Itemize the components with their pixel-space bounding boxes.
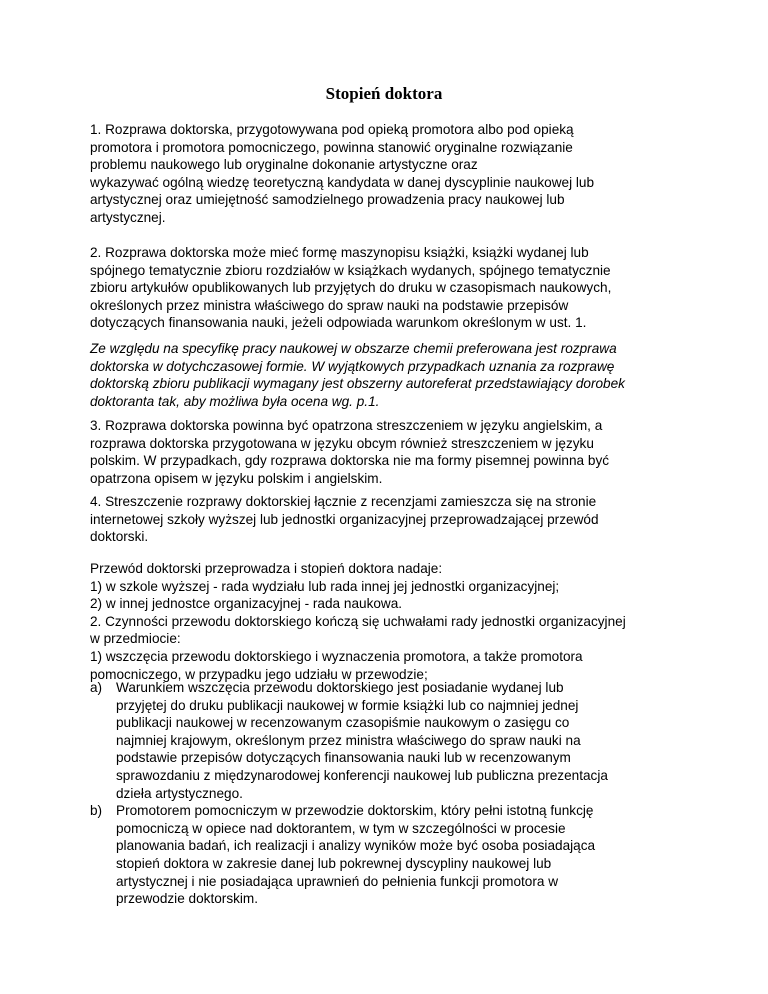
- text-line: rozprawa doktorska przygotowana w języku obcym również streszczeniem w języku: [90, 435, 594, 451]
- text-line: 2. Rozprawa doktorska może mieć formę maszynopisu książki, książki wydanej lub: [90, 245, 589, 260]
- text-line: publikacji naukowej w recenzowanym czasopiśmie naukowym o zasięgu co: [116, 715, 570, 731]
- page-title: Stopień doktora: [325, 84, 443, 103]
- text-line: problemu naukowego lub oryginalne dokonanie artystyczne oraz: [90, 157, 478, 173]
- text-line: dzieła artystycznego.: [116, 785, 243, 801]
- text-line: określonych przez ministra właściwego do spraw nauki na podstawie przepisów: [90, 297, 569, 313]
- text-line: polskim. W przypadkach, gdy rozprawa doktorska nie ma formy pisemnej powinna być: [90, 453, 610, 469]
- text-line: w przedmiocie:: [90, 631, 181, 647]
- text-line: 1) w szkole wyższej - rada wydziału lub rada innej jej jednostki organizacyjnej;: [90, 578, 560, 594]
- text-line: spójnego tematycznie zbioru rozdziałów w książkach wydanych, spójnego tematycznie: [90, 262, 611, 278]
- paragraph-chemistry-note: [90, 340, 700, 410]
- text-line: doktorski.: [90, 529, 149, 545]
- text-line: internetowej szkoły wyższej lub jednostki organizacyjnej przeprowadzającej przewód: [90, 511, 599, 527]
- text-line: sprawozdaniu z międzynarodowej konferencji naukowej lub publiczna prezentacja: [116, 767, 608, 783]
- text-line: 1) wszczęcia przewodu doktorskiego i wyznaczenia promotora, a także promotora: [90, 648, 583, 664]
- lettered-list: [90, 679, 690, 908]
- text-line: Ze względu na specyfikę pracy naukowej w obszarze chemii preferowana jest rozprawa: [90, 341, 617, 356]
- text-line: 1. Rozprawa doktorska, przygotowywana pod opieką promotora albo pod opieką: [90, 122, 574, 137]
- paragraph-1: [90, 121, 700, 227]
- text-line: doktorska w dotychczasowej formie. W wyjątkowych przypadkach uznania za rozprawę: [90, 358, 615, 374]
- paragraph-4: [90, 493, 700, 546]
- text-line: planowania badań, ich realizacji i analizy wyników może być osoba posiadająca: [116, 838, 596, 854]
- paragraph-3: [90, 417, 700, 487]
- paragraph-2: [90, 244, 700, 332]
- text-line: Promotorem pomocniczym w przewodzie doktorskim, który pełni istotną funkcję: [116, 803, 594, 819]
- text-line: opatrzona opisem w języku polskim i angielskim.: [90, 470, 383, 486]
- list-marker: a): [90, 680, 103, 695]
- text-line: najmniej krajowym, określonym przez ministra właściwego do spraw nauki na: [116, 732, 581, 748]
- text-line: promotora i promotora pomocniczego, powinna stanowić oryginalne rozwiązanie: [90, 139, 573, 155]
- text-line: 2) w innej jednostce organizacyjnej - rada naukowa.: [90, 596, 403, 612]
- text-line: pomocniczą w opiece nad doktorantem, w tym w szczególności w procesie: [116, 820, 566, 836]
- text-line: 3. Rozprawa doktorska powinna być opatrzona streszczeniem w języku angielskim, a: [90, 418, 603, 433]
- text-line: przewodzie doktorskim.: [116, 891, 259, 907]
- text-line: Warunkiem wszczęcia przewodu doktorskiego jest posiadanie wydanej lub: [116, 680, 564, 695]
- text-line: przyjętej do druku publikacji naukowej w formie książki lub co najmniej jednej: [116, 697, 579, 713]
- text-line: doktoranta tak, aby możliwa była ocena wg. p.1.: [90, 393, 380, 409]
- text-line: dotyczących finansowania nauki, jeżeli odpowiada warunkom określonym w ust. 1.: [90, 315, 587, 331]
- text-line: artystycznej i nie posiadająca uprawnień do pełnienia funkcji promotora w: [116, 873, 559, 889]
- list-marker: b): [90, 803, 103, 819]
- list-item-b: [90, 802, 690, 908]
- text-line: pomocniczego, w przypadku jego udziału w przewodzie;: [90, 666, 428, 682]
- text-line: Przewód doktorski przeprowadza i stopień doktora nadaje:: [90, 561, 443, 576]
- text-line: artystycznej oraz umiejętność samodzielnego prowadzenia pracy naukowej lub: [90, 192, 565, 208]
- list-item-a: [90, 679, 690, 802]
- text-line: 4. Streszczenie rozprawy doktorskiej łącznie z recenzjami zamieszcza się na stronie: [90, 494, 597, 509]
- text-line: 2. Czynności przewodu doktorskiego kończą się uchwałami rady jednostki organizacyjnej: [90, 613, 626, 629]
- text-line: wykazywać ogólną wiedzę teoretyczną kandydata w danej dyscyplinie naukowej lub: [90, 174, 595, 190]
- text-line: artystycznej.: [90, 209, 166, 225]
- text-line: podstawie przepisów dotyczących finansowania nauki lub w recenzowanym: [116, 750, 571, 766]
- paragraph-procedure: [90, 560, 700, 683]
- text-line: doktorską zbioru publikacji wymagany jest obszerny autoreferat przedstawiający dorobek: [90, 376, 625, 392]
- text-line: stopień doktora w zakresie danej lub pokrewnej dyscypliny naukowej lub: [116, 855, 552, 871]
- text-line: zbioru artykułów opublikowanych lub przyjętych do druku w czasopismach naukowych,: [90, 280, 612, 296]
